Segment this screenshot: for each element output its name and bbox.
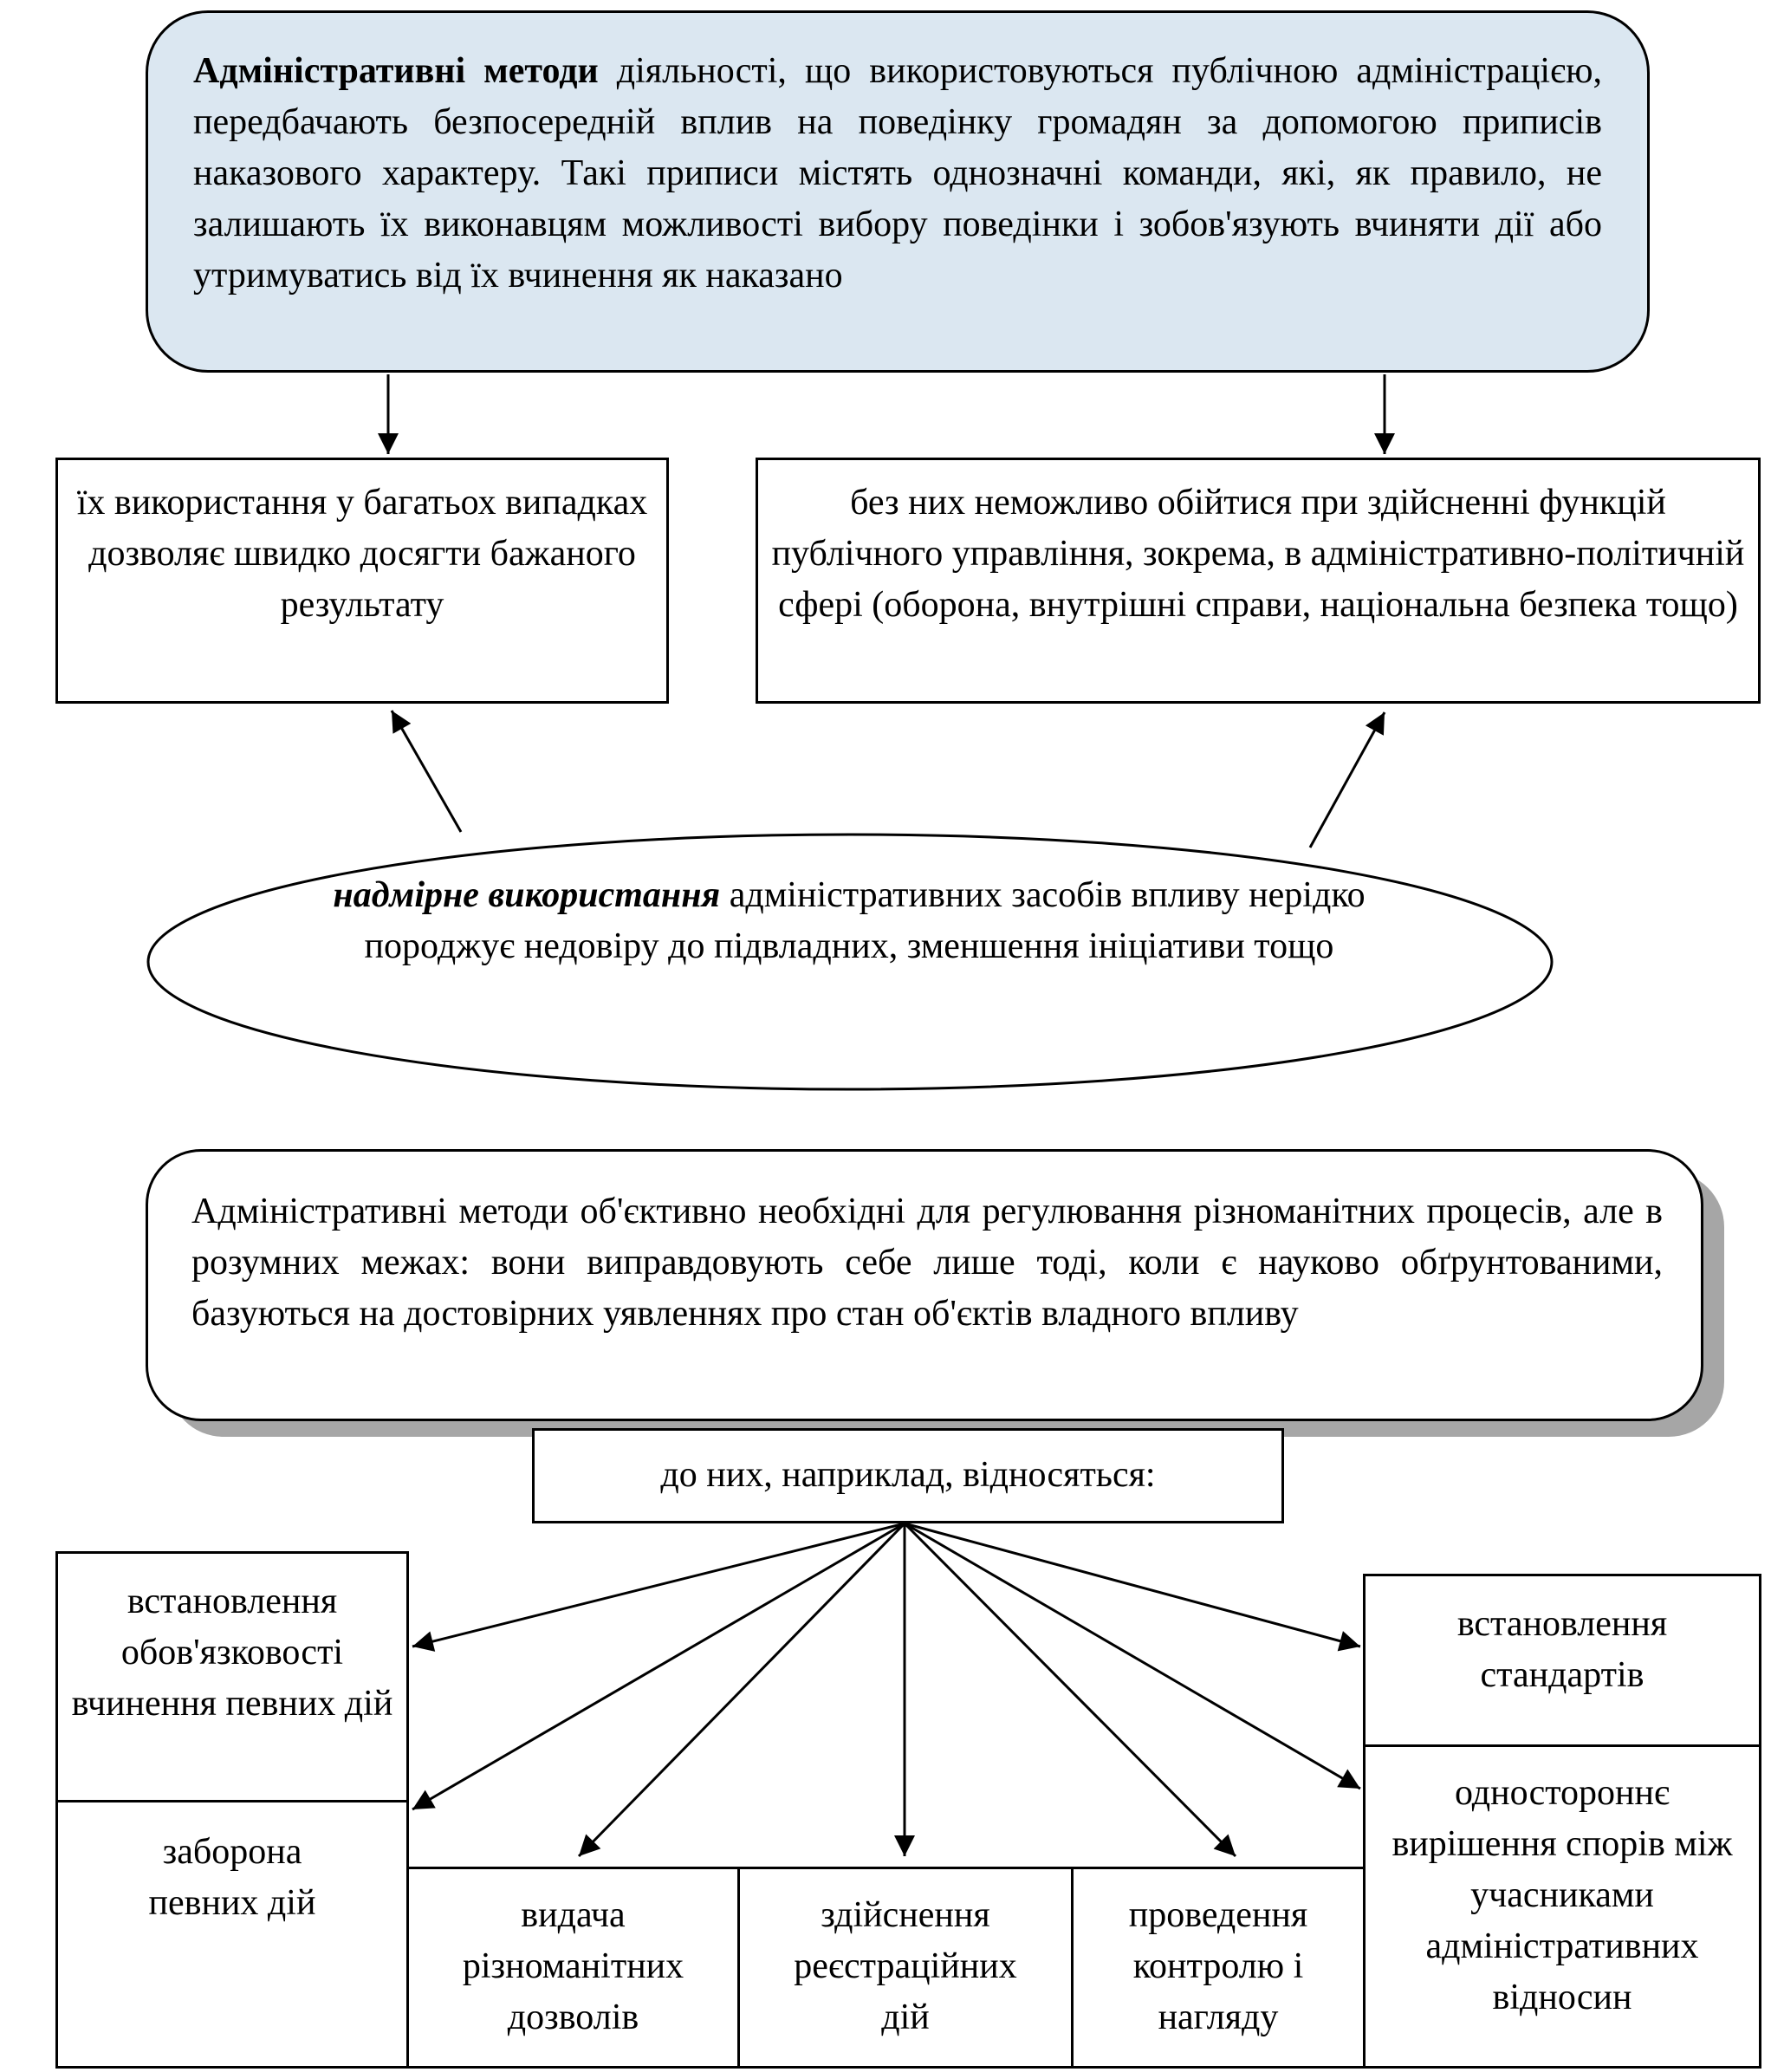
item-prohibition-box — [55, 1800, 409, 2069]
item-prohibition-text: заборона певних дій — [148, 1832, 316, 1923]
item-disputes-box — [1363, 1744, 1761, 2069]
necessity-limits-box — [146, 1149, 1703, 1421]
item-control-text: проведення контролю і нагляду — [1128, 1895, 1308, 2037]
item-permits-text: видача різноманітних дозволів — [462, 1895, 684, 2037]
arrow-to-control — [905, 1523, 1236, 1856]
examples-label-box — [532, 1428, 1284, 1523]
arrow-to-obligation — [412, 1523, 905, 1647]
item-permits-box — [406, 1867, 740, 2069]
item-standards-text: встановлення стандартів — [1456, 1604, 1668, 1695]
examples-label-text: до них, наприклад, відносяться: — [660, 1455, 1156, 1495]
item-registration-box — [737, 1867, 1074, 2069]
item-standards-box — [1363, 1574, 1761, 1747]
admin-methods-definition-box — [146, 10, 1650, 373]
arrow-to-prohibition — [412, 1523, 905, 1809]
arrow-to-permits — [579, 1523, 905, 1856]
overuse-text: адміністративних засобів впливу нерідко породжує недовіру до підвладних, зменшення ініціативи тощо — [364, 875, 1366, 966]
necessity-limits-text: Адміністративні методи об'єктивно необхідні для регулювання різноманітних процесів, але в розумних межах: вони виправдовують себе лише тоді, коли є науково обґрунтованими, базуються на достовірних уявленнях про стан об'єктів владного впливу — [191, 1192, 1663, 1334]
arrow-ellipse-to-left — [392, 711, 461, 832]
item-disputes-text: одностороннє вирішення спорів між учасниками адміністративних відносин — [1392, 1773, 1733, 2017]
item-registration-text: здійснення реєстраційних дій — [794, 1895, 1017, 2037]
overuse-text-block — [286, 870, 1412, 972]
advantage-speed-text: їх використання у багатьох випадках дозволяє швидко досягти бажаного результату — [76, 483, 648, 625]
arrow-ellipse-to-right — [1310, 712, 1385, 848]
advantage-speed-box — [55, 458, 669, 704]
item-obligation-box — [55, 1551, 409, 1802]
overuse-emphasis: надмірне використання — [333, 875, 721, 915]
item-control-box — [1071, 1867, 1366, 2069]
necessity-text: без них неможливо обійтися при здійсненні функцій публічного управління, зокрема, в адміністративно-політичній сфері (оборона, внутрішні справи, національна безпека тощо) — [771, 483, 1745, 625]
item-obligation-text: встановлення обов'язковості вчинення певних дій — [71, 1582, 393, 1724]
admin-methods-definition-text: діяльності, що використовуються публічною адміністрацією, передбачають безпосередній вплив на поведінку громадян за допомогою приписів наказового характеру. Такі приписи містять однозначні команди, які, як правило, не залишають їх виконавцям можливості вибору поведінки і зобов'язують вчиняти дії або утримуватись від їх вчинення як наказано — [193, 51, 1602, 296]
admin-methods-heading: Адміністративні методи — [193, 51, 599, 91]
arrow-to-disputes — [905, 1523, 1360, 1789]
arrow-to-standards — [905, 1523, 1360, 1647]
necessity-box — [756, 458, 1761, 704]
